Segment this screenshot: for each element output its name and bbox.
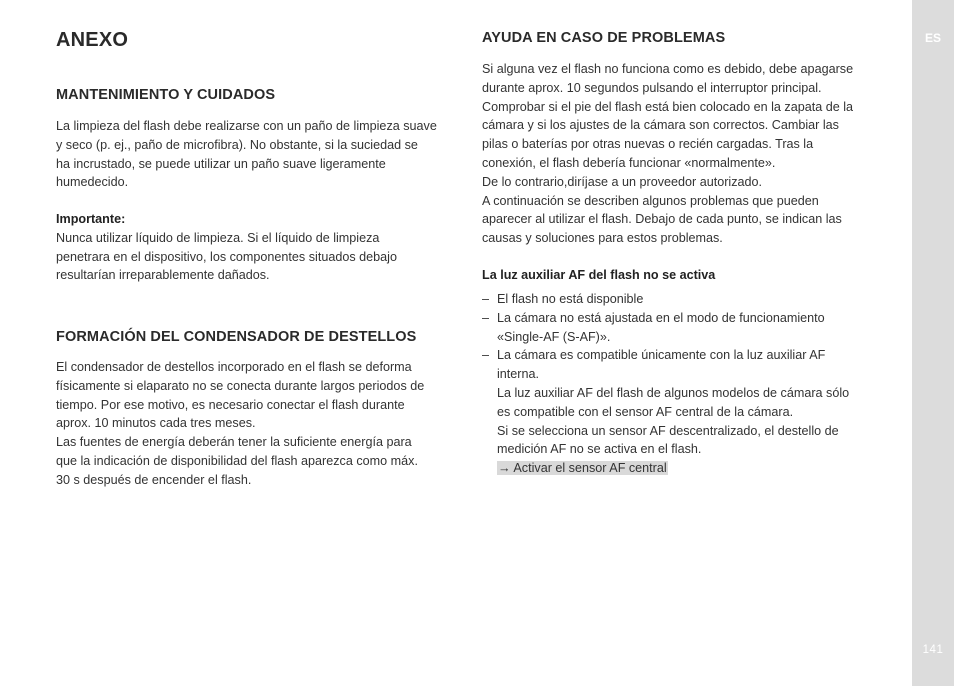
text-line: causas y soluciones para estos problemas. (482, 231, 723, 246)
af-light-causes-list (482, 290, 849, 478)
text-line: pilas o baterías por otras nuevas o recién cargadas. Tras la (482, 137, 814, 152)
text-line: físicamente si elaparato no se conecta durante largos periodos de (56, 378, 425, 393)
text-line: El flash no está disponible (497, 292, 644, 306)
side-tab (912, 0, 954, 686)
text-line: Comprobar si el pie del flash está bien colocado en la zapata de la (482, 99, 854, 114)
page-number: 141 (922, 644, 944, 656)
text-line: interna. (497, 367, 540, 382)
text-line: resultarían irreparablemente dañados. (56, 268, 270, 283)
text-line: Nunca utilizar líquido de limpieza. Si el líquido de limpieza (56, 230, 380, 245)
important-label: Importante: (56, 212, 126, 226)
text-line: humedecido. (56, 175, 129, 190)
text-line: durante aprox. 10 segundos pulsando el interruptor principal. (482, 80, 822, 95)
language-tab: ES (924, 31, 941, 45)
text-line: La cámara no está ajustada en el modo de funcionamiento (497, 310, 825, 325)
text-line: La luz auxiliar AF del flash de algunos modelos de cámara sólo (497, 385, 850, 400)
text-line: De lo contrario,diríjase a un proveedor autorizado. (482, 174, 763, 189)
text-line: Si alguna vez el flash no funciona como es debido, debe apagarse (482, 62, 854, 76)
maintenance-heading: MANTENIMIENTO Y CUIDADOS (56, 87, 276, 103)
dash-bullet: – (482, 348, 490, 363)
list-item (482, 290, 849, 309)
list-item (482, 346, 849, 478)
text-line: La limpieza del flash debe realizarse con un paño de limpieza suave (56, 119, 437, 133)
af-light-subheading: La luz auxiliar AF del flash no se activa (482, 268, 716, 282)
text-line: «Single-AF (S-AF)». (497, 329, 611, 344)
troubleshooting-paragraph (482, 60, 853, 248)
text-line: La cámara es compatible únicamente con la luz auxiliar AF (497, 348, 826, 363)
text-line: ha incrustado, se puede utilizar un paño suave ligeramente (56, 156, 386, 171)
text-line: aparecer al utilizar el flash. Debajo de cada punto, se indican las (482, 212, 842, 227)
important-note (56, 210, 397, 285)
capacitor-paragraph (56, 358, 424, 490)
text-line: penetrara en el dispositivo, los componentes situados debajo (56, 249, 397, 264)
list-item (482, 309, 849, 347)
text-line: Las fuentes de energía deberán tener la suficiente energía para (56, 435, 412, 450)
text-line: y seco (p. ej., paño de microfibra). No obstante, si la suciedad se (56, 137, 418, 152)
capacitor-heading: FORMACIÓN DEL CONDENSADOR DE DESTELLOS (56, 329, 417, 345)
activate-central-af-sensor-link[interactable]: → Activar el sensor AF central (498, 461, 667, 476)
maintenance-paragraph (56, 117, 437, 192)
text-line: tiempo. Por ese motivo, es necesario conectar el flash durante (56, 397, 405, 412)
page-title: ANEXO (56, 29, 129, 51)
text-line: medición AF no se activa en el flash. (497, 442, 702, 457)
text-line: aprox. 10 minutos cada tres meses. (56, 416, 256, 431)
text-line: El condensador de destellos incorporado en el flash se deforma (56, 360, 412, 374)
troubleshooting-heading: AYUDA EN CASO DE PROBLEMAS (482, 30, 726, 46)
text-line: cámara y si los ajustes de la cámara son correctos. Cambiar las (482, 118, 839, 133)
text-line: Si se selecciona un sensor AF descentralizado, el destello de (497, 423, 839, 438)
text-line: 30 s después de encender el flash. (56, 472, 252, 487)
dash-bullet: – (482, 310, 490, 325)
text-line: es compatible con el sensor AF central de la cámara. (497, 404, 794, 419)
text-line: A continuación se describen algunos problemas que pueden (482, 193, 819, 208)
dash-bullet: – (482, 292, 490, 306)
text-line: conexión, el flash debería funcionar «normalmente». (482, 155, 776, 170)
text-line: que la indicación de disponibilidad del flash aparezca como máx. (56, 453, 418, 468)
